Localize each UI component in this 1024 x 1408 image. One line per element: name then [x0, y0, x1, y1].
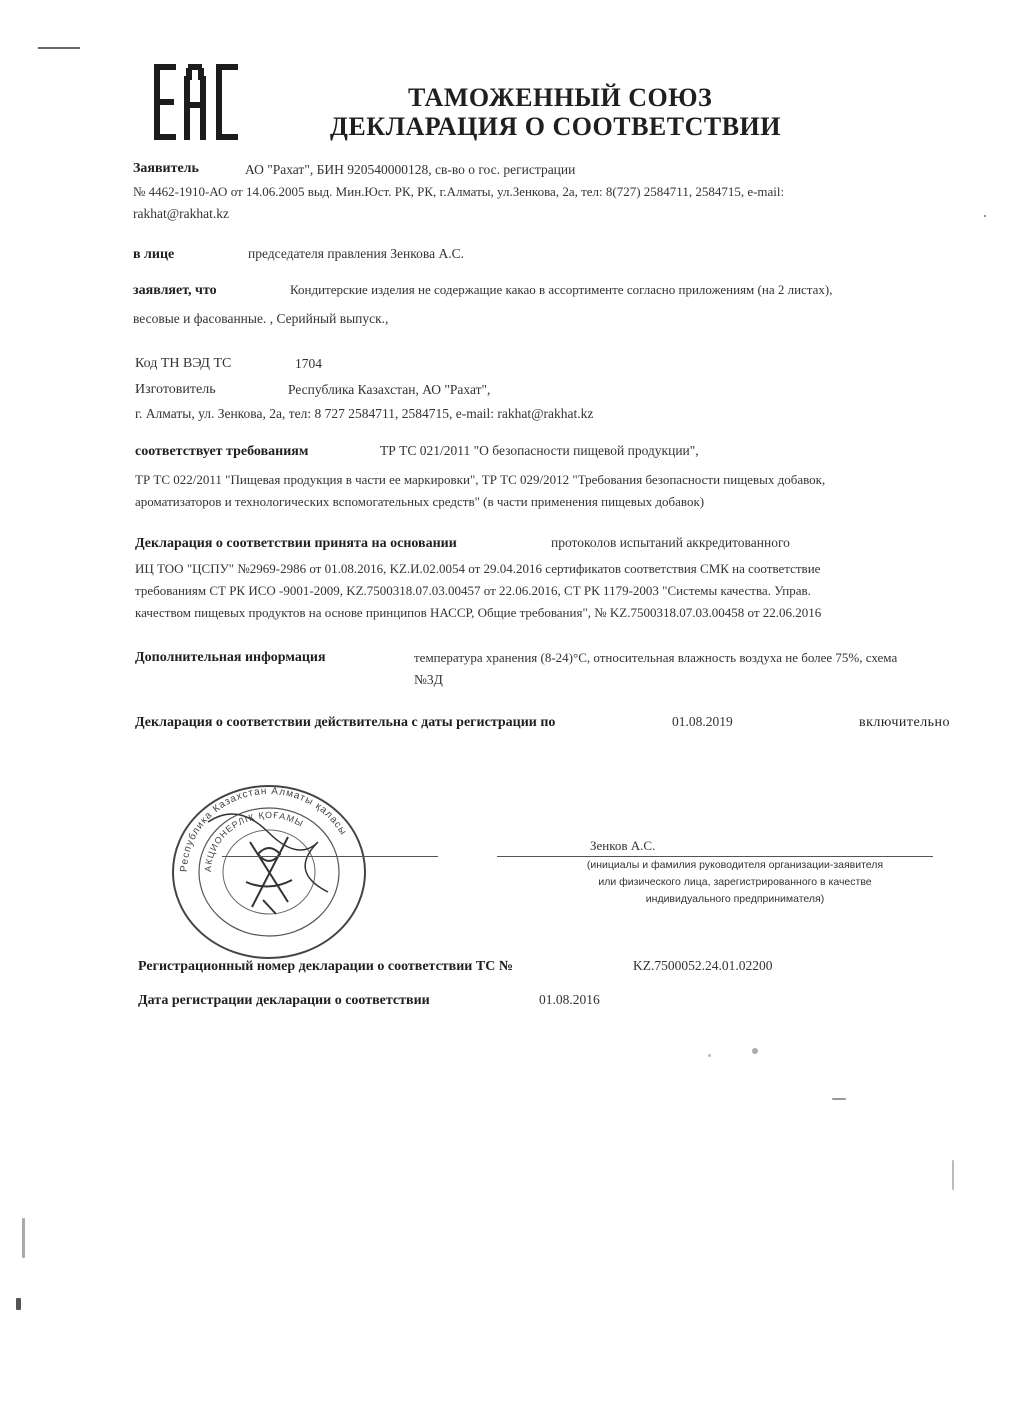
- applicant-line-3: rakhat@rakhat.kz: [133, 206, 230, 221]
- svg-text:АКЦИОНЕРЛІК ҚОҒАМЫ: [203, 810, 306, 872]
- title-line-2: ДЕКЛАРАЦИЯ О СООТВЕТСТВИИ: [330, 112, 782, 141]
- registration-date-label: Дата регистрации декларации о соответствии: [138, 993, 430, 1008]
- basis-line-2: ИЦ ТОО "ЦСПУ" №2969-2986 от 01.08.2016, KZ.И.02.0054 от 29.04.2016 сертификатов соответствия СМК на соответствие: [135, 561, 821, 576]
- scan-speck: [752, 1048, 758, 1054]
- additional-line-1: температура хранения (8-24)°С, относительная влажность воздуха не более 75%, схема: [414, 650, 898, 665]
- registration-number-value: KZ.7500052.24.01.02200: [633, 958, 773, 973]
- scan-mark: [38, 47, 80, 49]
- declares-label: заявляет, что: [133, 283, 217, 298]
- title-line-1: ТАМОЖЕННЫЙ СОЮЗ: [408, 83, 713, 112]
- validity-inclusive: включительно: [859, 715, 951, 730]
- manufacturer-label: Изготовитель: [135, 382, 216, 397]
- registration-date-value: 01.08.2016: [539, 992, 600, 1007]
- additional-label: Дополнительная информация: [135, 650, 326, 665]
- stamp-signature-line: [222, 856, 438, 857]
- basis-line-1: протоколов испытаний аккредитованного: [551, 535, 790, 550]
- stamp-outer-text: Республика Казахстан Алматы қаласы: [178, 785, 349, 873]
- basis-line-4: качеством пищевых продуктов на основе принципов НАССР, Общие требования", № KZ.7500318.07.03.00458 от 22.06.2016: [135, 605, 822, 620]
- applicant-label: Заявитель: [133, 161, 199, 176]
- represented-by-label: в лице: [133, 247, 175, 262]
- requirements-line-1: ТР ТС 021/2011 "О безопасности пищевой продукции",: [380, 443, 699, 458]
- additional-line-2: №3Д: [414, 672, 443, 687]
- eac-logo: [150, 62, 242, 142]
- scan-speck: [22, 1218, 25, 1258]
- declares-line-1: Кондитерские изделия не содержащие какао в ассортименте согласно приложениям (на 2 листах),: [290, 282, 833, 297]
- requirements-label: соответствует требованиям: [135, 444, 309, 459]
- registration-number-label: Регистрационный номер декларации о соответствии ТС №: [138, 959, 513, 974]
- tn-ved-value: 1704: [295, 356, 322, 371]
- basis-line-3: требованиям СТ РК ИСО -9001-2009, KZ.7500318.07.03.00457 от 22.06.2016, СТ РК 1179-2003 "Системы качества. Управ.: [135, 583, 811, 598]
- company-stamp: [168, 782, 370, 962]
- signatory-name: Зенков А.С.: [590, 838, 656, 853]
- requirements-line-2: ТР ТС 022/2011 "Пищевая продукция в части ее маркировки", ТР ТС 029/2012 "Требования безопасности пищевых добавок,: [135, 472, 826, 487]
- signatory-caption-3: индивидуального предпринимателя): [645, 893, 825, 905]
- represented-by-value: председателя правления Зенкова А.С.: [248, 246, 464, 261]
- scan-speck: [708, 1054, 711, 1057]
- declares-line-2: весовые и фасованные. , Серийный выпуск.,: [133, 311, 389, 326]
- tn-ved-label: Код ТН ВЭД ТС: [135, 356, 232, 371]
- basis-label: Декларация о соответствии принята на основании: [135, 536, 457, 551]
- validity-date: 01.08.2019: [672, 714, 733, 729]
- applicant-line-2: № 4462-1910-АО от 14.06.2005 выд. Мин.Юст. РК, РК, г.Алматы, ул.Зенкова, 2а, тел: 8(727) 2584711, 2584715, e-mail:: [133, 184, 785, 199]
- scan-speck: [984, 215, 986, 217]
- manufacturer-line-2: г. Алматы, ул. Зенкова, 2а, тел: 8 727 2584711, 2584715, e-mail: rakhat@rakhat.kz: [135, 406, 594, 421]
- validity-label: Декларация о соответствии действительна с даты регистрации по: [135, 715, 556, 730]
- signatory-caption-2: или физического лица, зарегистрированного в качестве: [598, 876, 872, 888]
- stamp-inner-text: АКЦИОНЕРЛІК ҚОҒАМЫ: [202, 809, 306, 873]
- scan-speck: [16, 1298, 21, 1310]
- applicant-line-1: АО "Рахат", БИН 920540000128, св-во о гос. регистрации: [245, 162, 576, 177]
- scan-speck: [832, 1098, 846, 1100]
- manufacturer-line-1: Республика Казахстан, АО "Рахат",: [288, 382, 491, 397]
- signatory-caption-1: (инициалы и фамилия руководителя организации-заявителя: [586, 859, 884, 871]
- requirements-line-3: ароматизаторов и технологических вспомогательных средств" (в части применения пищевых добавок): [135, 494, 705, 509]
- scan-speck: [952, 1160, 954, 1190]
